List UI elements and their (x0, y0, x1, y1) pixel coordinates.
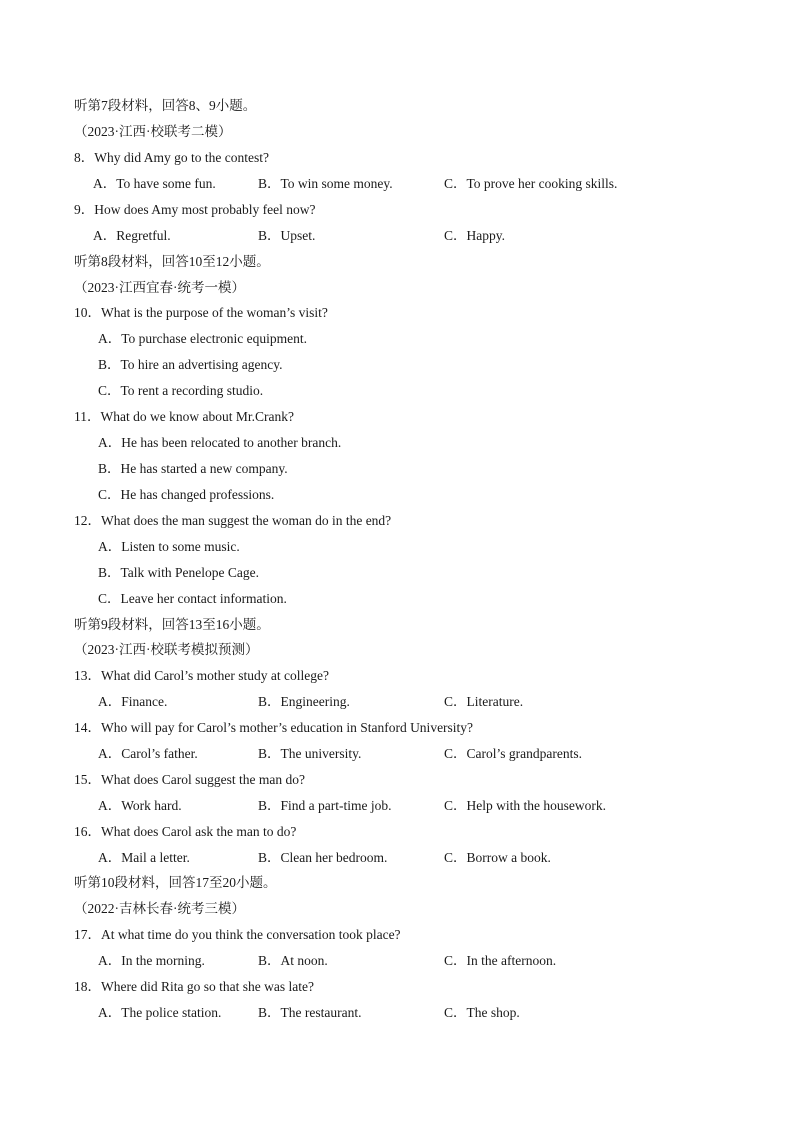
option-a: A．The police station. (98, 1005, 222, 1020)
section-source: （2023·江西宜春·统考一模） (74, 280, 245, 295)
option-b: B．Clean her bedroom. (258, 850, 388, 865)
option-c: C．To prove her cooking skills. (444, 176, 618, 191)
option-a: A．To purchase electronic equipment. (98, 331, 307, 346)
section-source: （2022·吉林长春·统考三模） (74, 901, 245, 916)
section-intro: 听第9段材料，回答13至16小题。 (74, 617, 270, 632)
option-c: C．He has changed professions. (98, 487, 275, 502)
question-stem: 14．Who will pay for Carol’s mother’s education in Stanford University? (74, 720, 474, 735)
option-c: C．Literature. (444, 694, 524, 709)
section-source: （2023·江西·校联考二模） (74, 124, 232, 139)
option-a: A．Work hard. (98, 798, 182, 813)
option-a: A．Carol’s father. (98, 746, 198, 761)
option-b: B．The university. (258, 746, 362, 761)
section-intro: 听第10段材料，回答17至20小题。 (74, 875, 277, 890)
section-intro: 听第7段材料，回答8、9小题。 (74, 98, 257, 113)
option-a: A．To have some fun. (93, 176, 216, 191)
option-c: C．Borrow a book. (444, 850, 551, 865)
option-a: A．Listen to some music. (98, 539, 240, 554)
option-a: A．In the morning. (98, 953, 205, 968)
question-stem: 15．What does Carol suggest the man do? (74, 772, 305, 787)
section-source: （2023·江西·校联考模拟预测） (74, 642, 259, 657)
option-b: B．The restaurant. (258, 1005, 362, 1020)
option-b: B．Find a part-time job. (258, 798, 392, 813)
option-a: A．Regretful. (93, 228, 171, 243)
option-a: A．He has been relocated to another branch. (98, 435, 342, 450)
option-b: B．Upset. (258, 228, 316, 243)
option-a: A．Mail a letter. (98, 850, 190, 865)
section-intro: 听第8段材料，回答10至12小题。 (74, 254, 270, 269)
question-stem: 10．What is the purpose of the woman’s visit? (74, 305, 328, 320)
option-c: C．Happy. (444, 228, 505, 243)
option-c: C．To rent a recording studio. (98, 383, 264, 398)
option-b: B．He has started a new company. (98, 461, 288, 476)
option-b: B．Talk with Penelope Cage. (98, 565, 260, 580)
option-b: B．To hire an advertising agency. (98, 357, 283, 372)
option-b: B．Engineering. (258, 694, 350, 709)
option-b: B．To win some money. (258, 176, 393, 191)
option-c: C．In the afternoon. (444, 953, 557, 968)
option-c: C．The shop. (444, 1005, 520, 1020)
question-stem: 17．At what time do you think the conversation took place? (74, 927, 401, 942)
question-stem: 12．What does the man suggest the woman do in the end? (74, 513, 392, 528)
option-c: C．Help with the housework. (444, 798, 606, 813)
question-stem: 9．How does Amy most probably feel now? (74, 202, 316, 217)
question-stem: 8．Why did Amy go to the contest? (74, 150, 269, 165)
option-c: C．Carol’s grandparents. (444, 746, 582, 761)
question-stem: 13．What did Carol’s mother study at college? (74, 668, 329, 683)
option-c: C．Leave her contact information. (98, 591, 287, 606)
question-stem: 11．What do we know about Mr.Crank? (74, 409, 294, 424)
option-a: A．Finance. (98, 694, 168, 709)
option-b: B．At noon. (258, 953, 328, 968)
question-stem: 16．What does Carol ask the man to do? (74, 824, 297, 839)
question-stem: 18．Where did Rita go so that she was late? (74, 979, 314, 994)
